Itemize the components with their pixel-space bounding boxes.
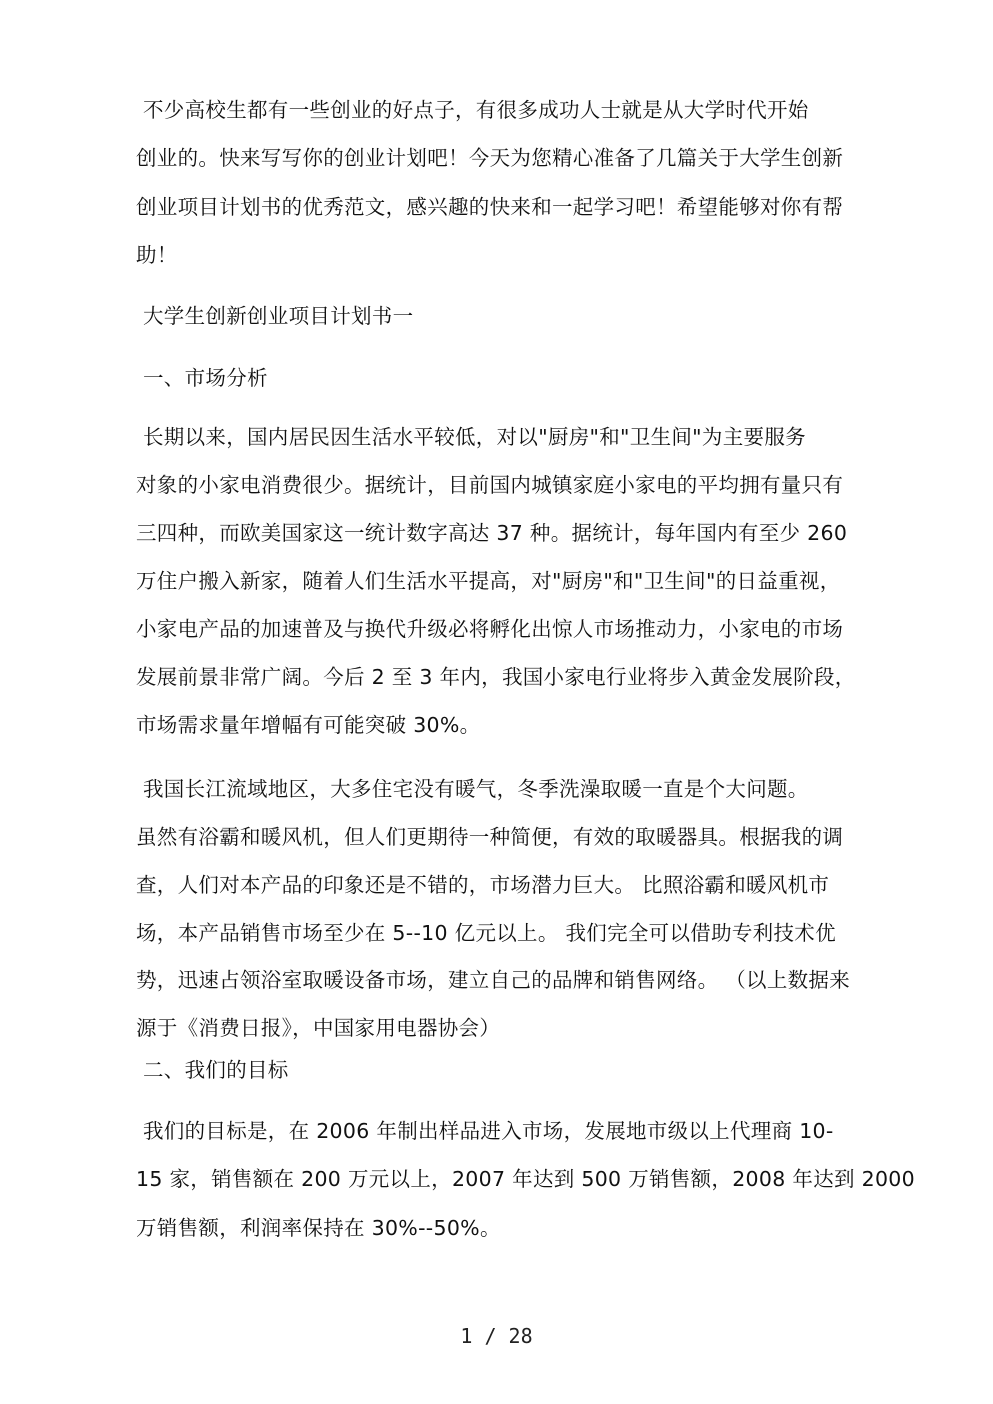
paragraph-line: 对象的小家电消费很少。据统计，目前国内城镇家庭小家电的平均拥有量只有	[136, 473, 844, 497]
intro-line-3: 创业项目计划书的优秀范文，感兴趣的快来和一起学习吧！希望能够对你有帮	[136, 195, 844, 219]
section-heading-market-analysis: 一、市场分析	[143, 366, 268, 390]
paragraph-line: 小家电产品的加速普及与换代升级必将孵化出惊人市场推动力，小家电的市场	[136, 617, 844, 641]
paragraph-line: 源于《消费日报》，中国家用电器协会）	[136, 1016, 501, 1040]
paragraph-line: 长期以来，国内居民因生活水平较低，对以"厨房"和"卫生间"为主要服务	[143, 425, 806, 449]
section-heading-our-goals: 二、我们的目标	[143, 1058, 289, 1082]
paragraph-line: 查，人们对本产品的印象还是不错的，市场潜力巨大。 比照浴霸和暖风机市	[136, 873, 830, 897]
page-indicator: 1 / 28	[460, 1324, 533, 1348]
paragraph-line: 三四种，而欧美国家这一统计数字高达 37 种。据统计，每年国内有至少 260	[136, 521, 848, 545]
intro-line-1: 不少高校生都有一些创业的好点子，有很多成功人士就是从大学时代开始	[143, 98, 809, 122]
paragraph-line: 场，本产品销售市场至少在 5--10 亿元以上。 我们完全可以借助专利技术优	[136, 921, 836, 945]
intro-line-4: 助！	[136, 243, 178, 267]
intro-line-2: 创业的。快来写写你的创业计划吧！今天为您精心准备了几篇关于大学生创新	[136, 146, 844, 170]
paragraph-line: 虽然有浴霸和暖风机，但人们更期待一种简便，有效的取暖器具。根据我的调	[136, 825, 844, 849]
paragraph-line: 发展前景非常广阔。今后 2 至 3 年内，我国小家电行业将步入黄金发展阶段，	[136, 665, 856, 689]
paragraph-line: 15 家，销售额在 200 万元以上，2007 年达到 500 万销售额，2008 年达到 2000	[136, 1167, 915, 1191]
paragraph-line: 市场需求量年增幅有可能突破 30%。	[136, 713, 481, 737]
paragraph-line: 势，迅速占领浴室取暖设备市场，建立自己的品牌和销售网络。 （以上数据来	[136, 968, 851, 992]
document-title: 大学生创新创业项目计划书一	[143, 304, 414, 328]
paragraph-line: 万住户搬入新家，随着人们生活水平提高，对"厨房"和"卫生间"的日益重视，	[136, 569, 841, 593]
paragraph-line: 我国长江流域地区，大多住宅没有暖气，冬季洗澡取暖一直是个大问题。	[143, 777, 809, 801]
paragraph-line: 万销售额，利润率保持在 30%--50%。	[136, 1216, 501, 1240]
paragraph-line: 我们的目标是，在 2006 年制出样品进入市场，发展地市级以上代理商 10-	[143, 1119, 834, 1143]
